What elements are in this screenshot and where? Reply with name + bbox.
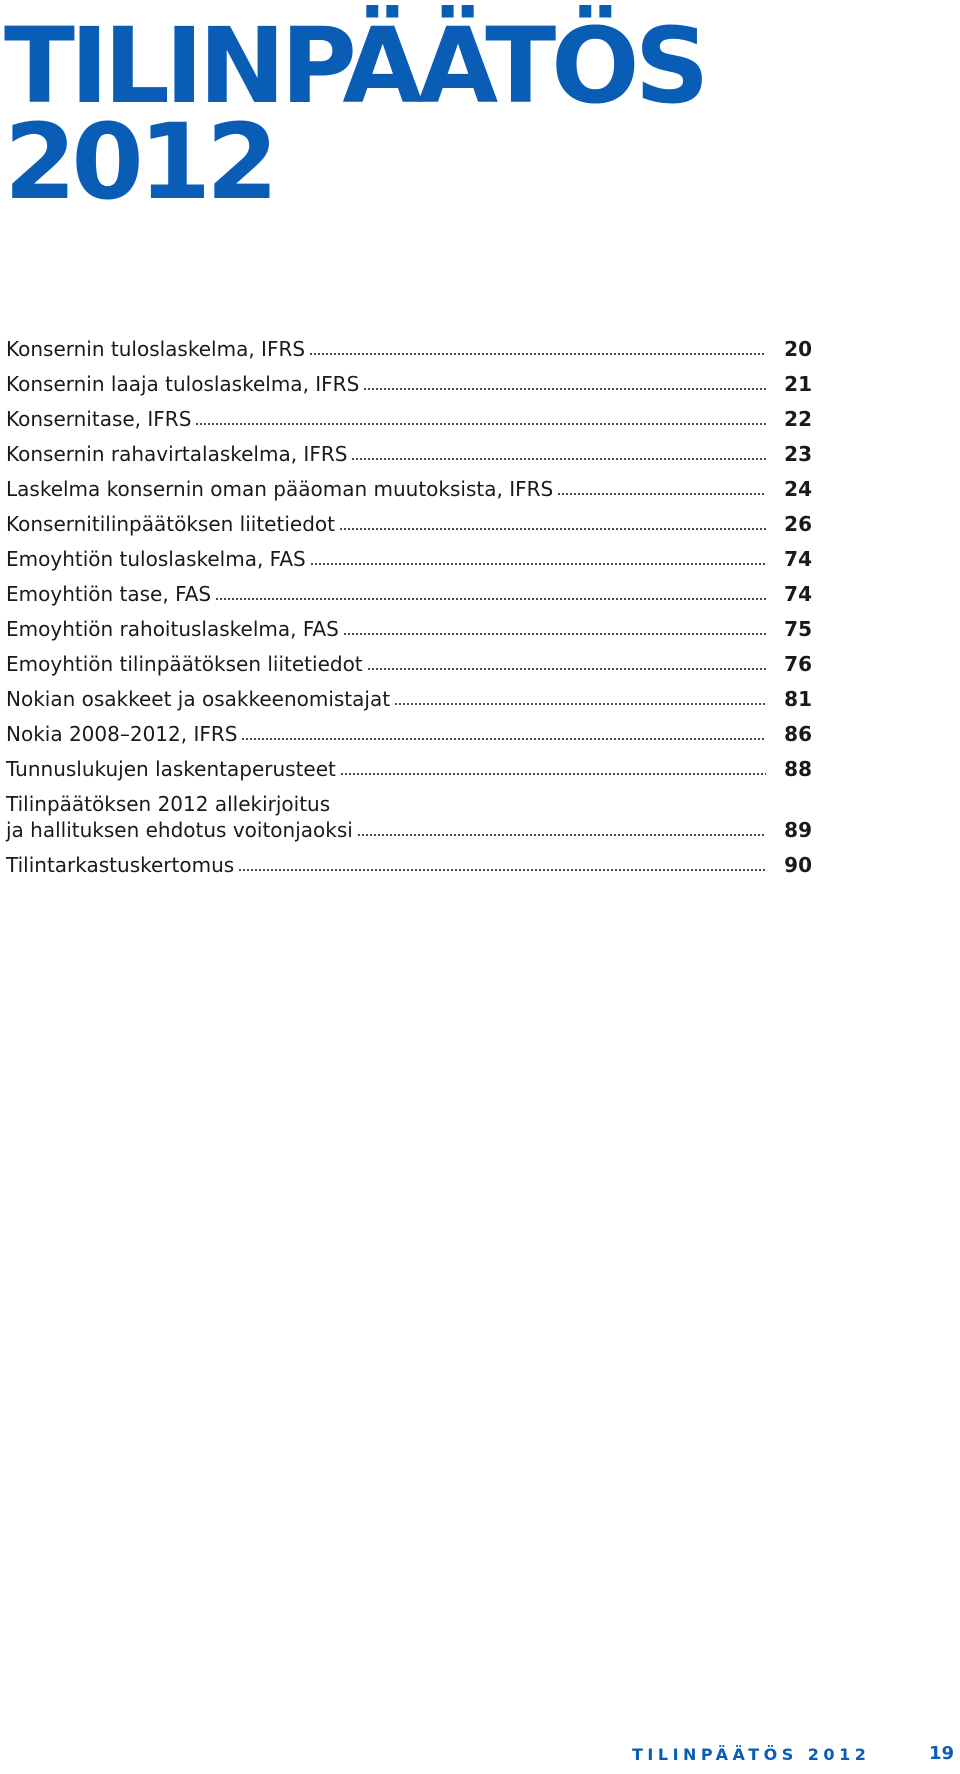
toc-entry[interactable] [6,686,812,712]
toc-entry[interactable] [6,371,812,397]
toc-entry-label: Konsernin laaja tuloslaskelma, IFRS [6,372,360,396]
toc-dot-leader [394,700,766,706]
toc-entry[interactable] [6,721,812,747]
toc-entry-page: 24 [784,477,812,501]
toc-entry-page: 74 [784,582,812,606]
toc-entry-page: 26 [784,512,812,536]
toc-dot-leader [195,420,766,426]
toc-dot-leader [238,866,766,872]
toc-entry-label: Laskelma konsernin oman pääoman muutoksista, IFRS [6,477,554,501]
toc-entry[interactable] [6,581,812,607]
page-title [4,5,705,223]
toc-entry[interactable] [6,336,812,362]
toc-dot-leader [357,831,766,837]
toc-entry[interactable] [6,406,812,432]
toc-entry-label: Konsernin rahavirtalaskelma, IFRS [6,442,348,466]
footer-page-number: 19 [928,1743,954,1764]
toc-dot-leader [351,455,766,461]
toc-entry[interactable] [6,546,812,572]
toc-entry-label: Nokian osakkeet ja osakkeenomistajat [6,687,391,711]
toc-entry[interactable] [6,756,812,782]
toc-entry-label: Nokia 2008–2012, IFRS [6,722,238,746]
toc-dot-leader [215,595,766,601]
toc-entry-label: Emoyhtiön tilinpäätöksen liitetiedot [6,652,363,676]
toc-dot-leader [310,560,766,566]
toc-entry-page: 76 [784,652,812,676]
toc-entry-label: Emoyhtiön rahoituslaskelma, FAS [6,617,339,641]
toc-entry-label [6,791,357,843]
toc-entry-label: Emoyhtiön tase, FAS [6,582,212,606]
toc-entry-page: 74 [784,547,812,571]
toc-entry-page: 88 [784,757,812,781]
toc-entry-label: Tilintarkastuskertomus [6,853,235,877]
toc-dot-leader [309,350,766,356]
toc-entry[interactable] [6,441,812,467]
toc-entry-page: 22 [784,407,812,431]
toc-entry[interactable] [6,511,812,537]
toc-entry[interactable] [6,476,812,502]
toc-entry-label: Konsernin tuloslaskelma, IFRS [6,337,306,361]
toc-entry[interactable] [6,852,812,878]
footer-section-title: TILINPÄÄTÖS 2012 [632,1745,871,1764]
toc-dot-leader [339,525,766,531]
toc-entry-label-line-2: ja hallituksen ehdotus voitonjaoksi [6,818,353,842]
toc-entry-label-line-1: Tilinpäätöksen 2012 allekirjoitus [6,792,331,816]
toc-entry-page: 90 [784,853,812,877]
toc-entry[interactable] [6,791,812,843]
toc-entry-page: 21 [784,372,812,396]
toc-entry[interactable] [6,616,812,642]
toc-entry-page: 20 [784,337,812,361]
toc-entry-page: 86 [784,722,812,746]
toc-entry-label: Konsernitilinpäätöksen liitetiedot [6,512,335,536]
toc-dot-leader [557,490,766,496]
toc-dot-leader [241,735,766,741]
table-of-contents [6,336,812,887]
page-title-line-2: 2012 [4,101,274,223]
toc-entry[interactable] [6,651,812,677]
toc-entry-page: 75 [784,617,812,641]
page-title-line-1: TILINPÄÄTÖS [4,5,705,127]
toc-entry-label: Tunnuslukujen laskentaperusteet [6,757,336,781]
toc-dot-leader [340,770,766,776]
toc-entry-page: 23 [784,442,812,466]
toc-entry-page: 89 [784,818,812,842]
toc-dot-leader [363,385,766,391]
toc-entry-label: Konsernitase, IFRS [6,407,192,431]
toc-entry-page: 81 [784,687,812,711]
toc-dot-leader [343,630,766,636]
toc-entry-label: Emoyhtiön tuloslaskelma, FAS [6,547,306,571]
toc-dot-leader [367,665,766,671]
